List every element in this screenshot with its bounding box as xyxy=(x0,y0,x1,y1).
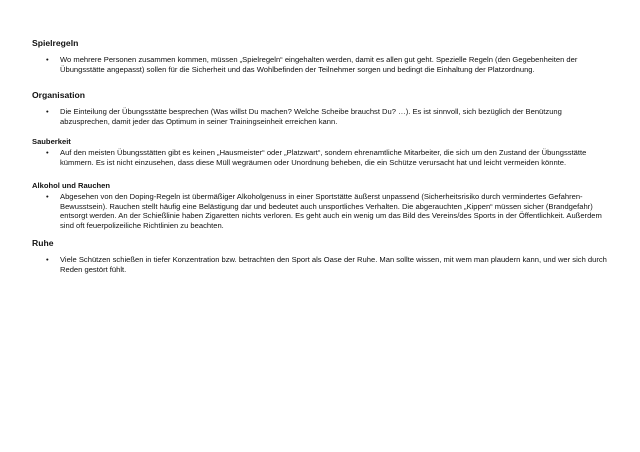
bullet-list xyxy=(32,55,612,74)
list-item-text: Viele Schützen schießen in tiefer Konzentration bzw. betrachten den Sport als Oase der Ruhe. Man sollte wissen, mit wem man plaudern kann, und wer sich durch Reden gestört fühlt. xyxy=(60,255,607,274)
section-ruhe xyxy=(32,238,612,274)
section-sauberkeit xyxy=(32,137,612,167)
section-spielregeln xyxy=(32,38,612,74)
bullet-list xyxy=(32,255,612,274)
list-item xyxy=(32,107,612,126)
section-heading: Alkohol und Rauchen xyxy=(32,181,111,190)
bullet-icon: • xyxy=(46,55,49,64)
list-item xyxy=(32,55,612,74)
list-item xyxy=(32,255,612,274)
section-heading: Organisation xyxy=(32,90,86,100)
section-heading: Spielregeln xyxy=(32,38,79,48)
bullet-icon: • xyxy=(46,148,49,157)
list-item xyxy=(32,148,612,167)
bullet-list xyxy=(32,148,612,167)
bullet-list xyxy=(32,107,612,126)
bullet-list xyxy=(32,192,612,230)
list-item-text: Auf den meisten Übungsstätten gibt es keinen „Hausmeister“ oder „Platzwart“, sondern ehrenamtliche Mitarbeiter, die sich um den Zustand der Übungsstätte kümmern. Es ist nicht einzusehen, dass diese Müll wegräumen oder Unordnung beheben, die ein Schütze verursacht hat und leicht vermeiden könnte. xyxy=(60,148,587,167)
section-alkohol-und-rauchen xyxy=(32,181,612,230)
list-item-text: Die Einteilung der Übungsstätte besprechen (Was willst Du machen? Welche Scheibe brauchst Du? …). Es ist sinnvoll, sich bezüglich der Benützung abzusprechen, damit jeder das Optimum in seiner Trainingseinheit erreichen kann. xyxy=(60,107,562,126)
list-item-text: Abgesehen von den Doping-Regeln ist übermäßiger Alkoholgenuss in einer Sportstätte äußerst unpassend (Sicherheitsrisiko durch vermindertes Gefahren-Bewusstsein). Rauchen stellt häufig eine Belästigung dar und bedeutet auch unsportliches Verhalten. Die abgerauchten „Kippen“ müssen sicher (Brandgefahr) entsorgt werden. An der Schießlinie haben Zigaretten nichts verloren. Es geht auch ein wenig um das Bild des Vereins/des Sports in der Öffentlichkeit. Außerdem sind oft feuerpolizeiliche Richtlinien zu beachten. xyxy=(60,192,602,230)
list-item-text: Wo mehrere Personen zusammen kommen, müssen „Spielregeln“ eingehalten werden, damit es allen gut geht. Spezielle Regeln (den Gegebenheiten der Übungsstätte angepasst) sollen für die Sicherheit und das Wohlbefinden der Teilnehmer sorgen und bedingt die Einhaltung der Platzordnung. xyxy=(60,55,578,74)
section-heading: Sauberkeit xyxy=(32,137,71,146)
list-item xyxy=(32,192,612,230)
bullet-icon: • xyxy=(46,255,49,264)
section-heading: Ruhe xyxy=(32,238,54,248)
section-organisation xyxy=(32,90,612,126)
bullet-icon: • xyxy=(46,107,49,116)
bullet-icon: • xyxy=(46,192,49,201)
